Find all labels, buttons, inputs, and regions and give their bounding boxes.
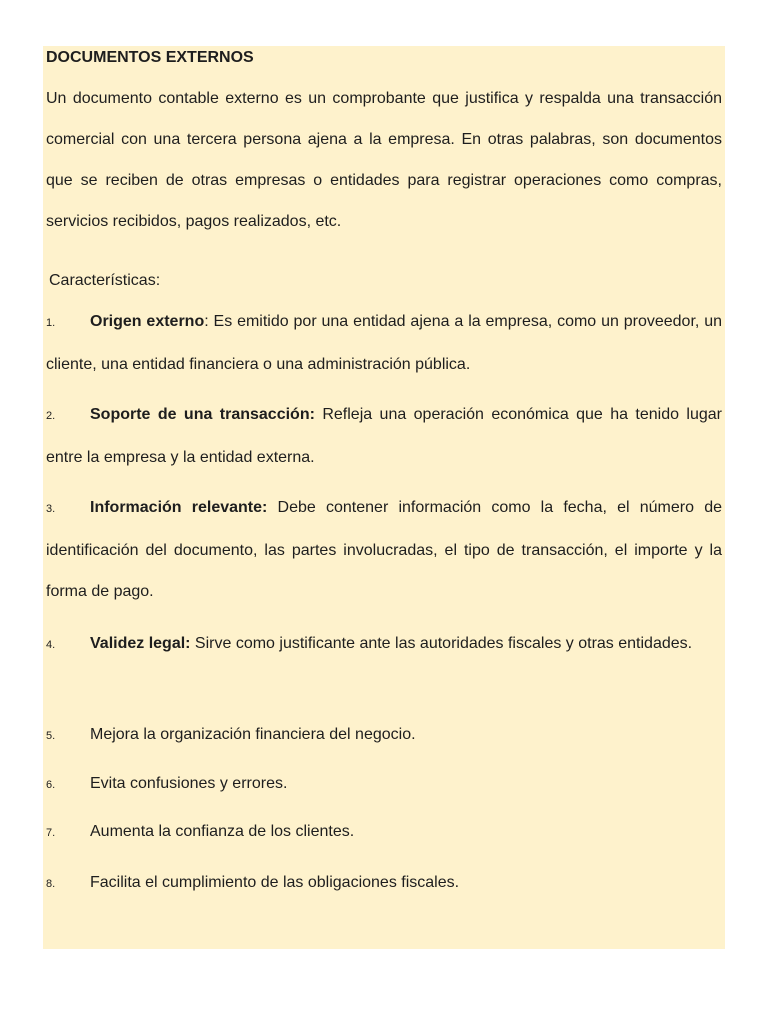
list-item bbox=[46, 394, 722, 478]
list-item-text: Mejora la organización financiera del negocio. bbox=[90, 726, 416, 743]
list-item-text: Facilita el cumplimiento de las obligaciones fiscales. bbox=[90, 874, 460, 891]
list-item-text: Sirve como justificante ante las autoridades fiscales y otras entidades. bbox=[190, 635, 693, 652]
list-item-number: 3. bbox=[46, 503, 56, 515]
list-item-text: : Es emitido por una entidad ajena a la empresa, como un proveedor, un cliente, una entidad financiera o una administración pública. bbox=[46, 313, 722, 373]
list-item-text: Refleja una operación económica que ha tenido lugar entre la empresa y la entidad externa. bbox=[46, 406, 723, 466]
list-item bbox=[46, 763, 722, 806]
list-item-number: 8. bbox=[46, 878, 56, 890]
list-item-number: 7. bbox=[46, 827, 56, 839]
list-item-text: Aumenta la confianza de los clientes. bbox=[90, 823, 355, 840]
list-item-number: 5. bbox=[46, 730, 56, 742]
list-item-bold: Origen externo bbox=[90, 313, 205, 330]
list-item-number: 2. bbox=[46, 410, 56, 422]
list-item bbox=[46, 714, 722, 757]
document-title: DOCUMENTOS EXTERNOS bbox=[46, 49, 254, 66]
intro-paragraph: Un documento contable externo es un comprobante que justifica y respalda una transacción comercial con una tercera persona ajena a la empresa. En otras palabras, son documentos que se reciben de otras empresas o entidades para registrar operaciones como compras, servicios recibidos, pagos realizados, etc. bbox=[46, 90, 722, 230]
list-item bbox=[46, 811, 722, 854]
characteristics-heading: Características: bbox=[49, 272, 161, 289]
list-item-bold: Validez legal: bbox=[90, 635, 191, 652]
list-item bbox=[46, 623, 722, 666]
list-item-bold: Información relevante: bbox=[90, 499, 268, 516]
list-item-text: Debe contener información como la fecha, el número de identificación del documento, las partes involucradas, el tipo de transacción, el importe y la forma de pago. bbox=[46, 499, 722, 600]
list-item-number: 4. bbox=[46, 639, 56, 651]
list-item-text: Evita confusiones y errores. bbox=[90, 775, 288, 792]
list-item bbox=[46, 487, 722, 612]
list-item-number: 1. bbox=[46, 317, 56, 329]
list-item bbox=[46, 301, 722, 385]
list-item-bold: Soporte de una transacción: bbox=[90, 406, 315, 423]
list-item-number: 6. bbox=[46, 779, 56, 791]
list-item bbox=[46, 862, 722, 905]
